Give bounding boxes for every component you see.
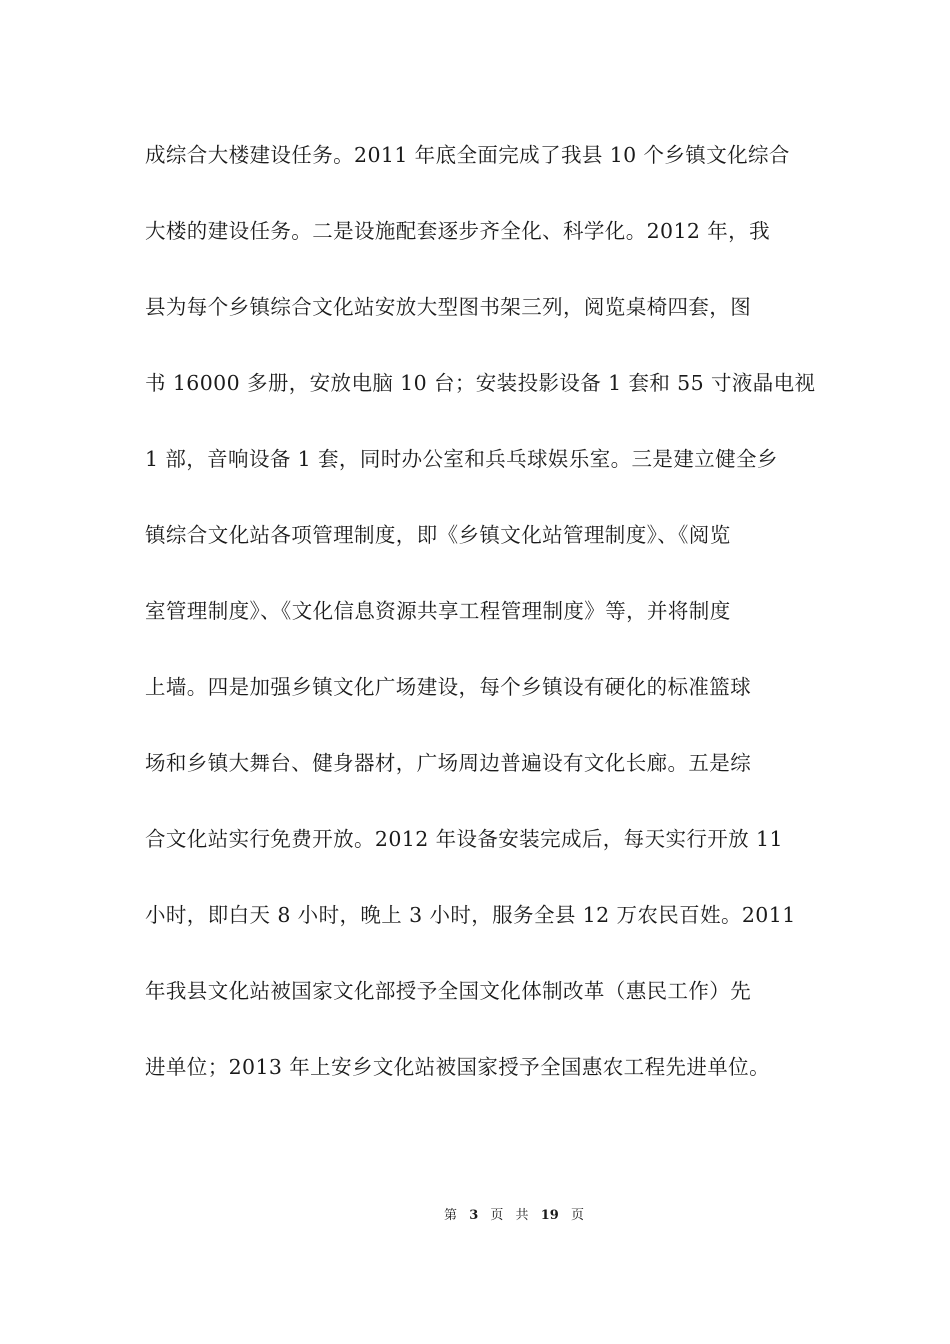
text-line: 场和乡镇大舞台、健身器材，广场周边普遍设有文化长廊。五是综 — [145, 751, 752, 775]
footer-page-word: 页 — [490, 1208, 504, 1223]
footer-prefix: 第 — [444, 1208, 458, 1223]
text-line: 大楼的建设任务。二是设施配套逐步齐全化、科学化。2012 年，我 — [145, 219, 770, 243]
body-paragraph — [145, 135, 816, 1123]
text-line: 书 16000 多册，安放电脑 10 台；安装投影设备 1 套和 55 寸液晶电视 — [145, 371, 816, 395]
text-line: 县为每个乡镇综合文化站安放大型图书架三列，阅览桌椅四套，图 — [145, 295, 752, 319]
text-line: 合文化站实行免费开放。2012 年设备安装完成后，每天实行开放 11 — [145, 827, 783, 851]
footer-total-word: 共 — [515, 1208, 529, 1223]
text-line: 1 部，音响设备 1 套，同时办公室和兵乓球娱乐室。三是建立健全乡 — [145, 447, 778, 471]
text-line: 镇综合文化站各项管理制度，即《乡镇文化站管理制度》、《阅览 — [145, 523, 731, 547]
text-line: 小时，即白天 8 小时，晚上 3 小时，服务全县 12 万农民百姓。2011 — [145, 903, 796, 927]
total-page-number: 19 — [540, 1208, 559, 1223]
text-line: 室管理制度》、《文化信息资源共享工程管理制度》等，并将制度 — [145, 599, 731, 623]
current-page-number: 3 — [469, 1208, 479, 1223]
footer-suffix: 页 — [570, 1208, 584, 1223]
text-line: 成综合大楼建设任务。2011 年底全面完成了我县 10 个乡镇文化综合 — [145, 143, 790, 167]
text-line: 年我县文化站被国家文化部授予全国文化体制改革（惠民工作）先 — [145, 979, 752, 1003]
page-number-indicator — [440, 1206, 588, 1226]
text-line: 上墙。四是加强乡镇文化广场建设，每个乡镇设有硬化的标准篮球 — [145, 675, 752, 699]
text-line: 进单位；2013 年上安乡文化站被国家授予全国惠农工程先进单位。 — [145, 1055, 770, 1079]
page-footer — [0, 1206, 950, 1226]
